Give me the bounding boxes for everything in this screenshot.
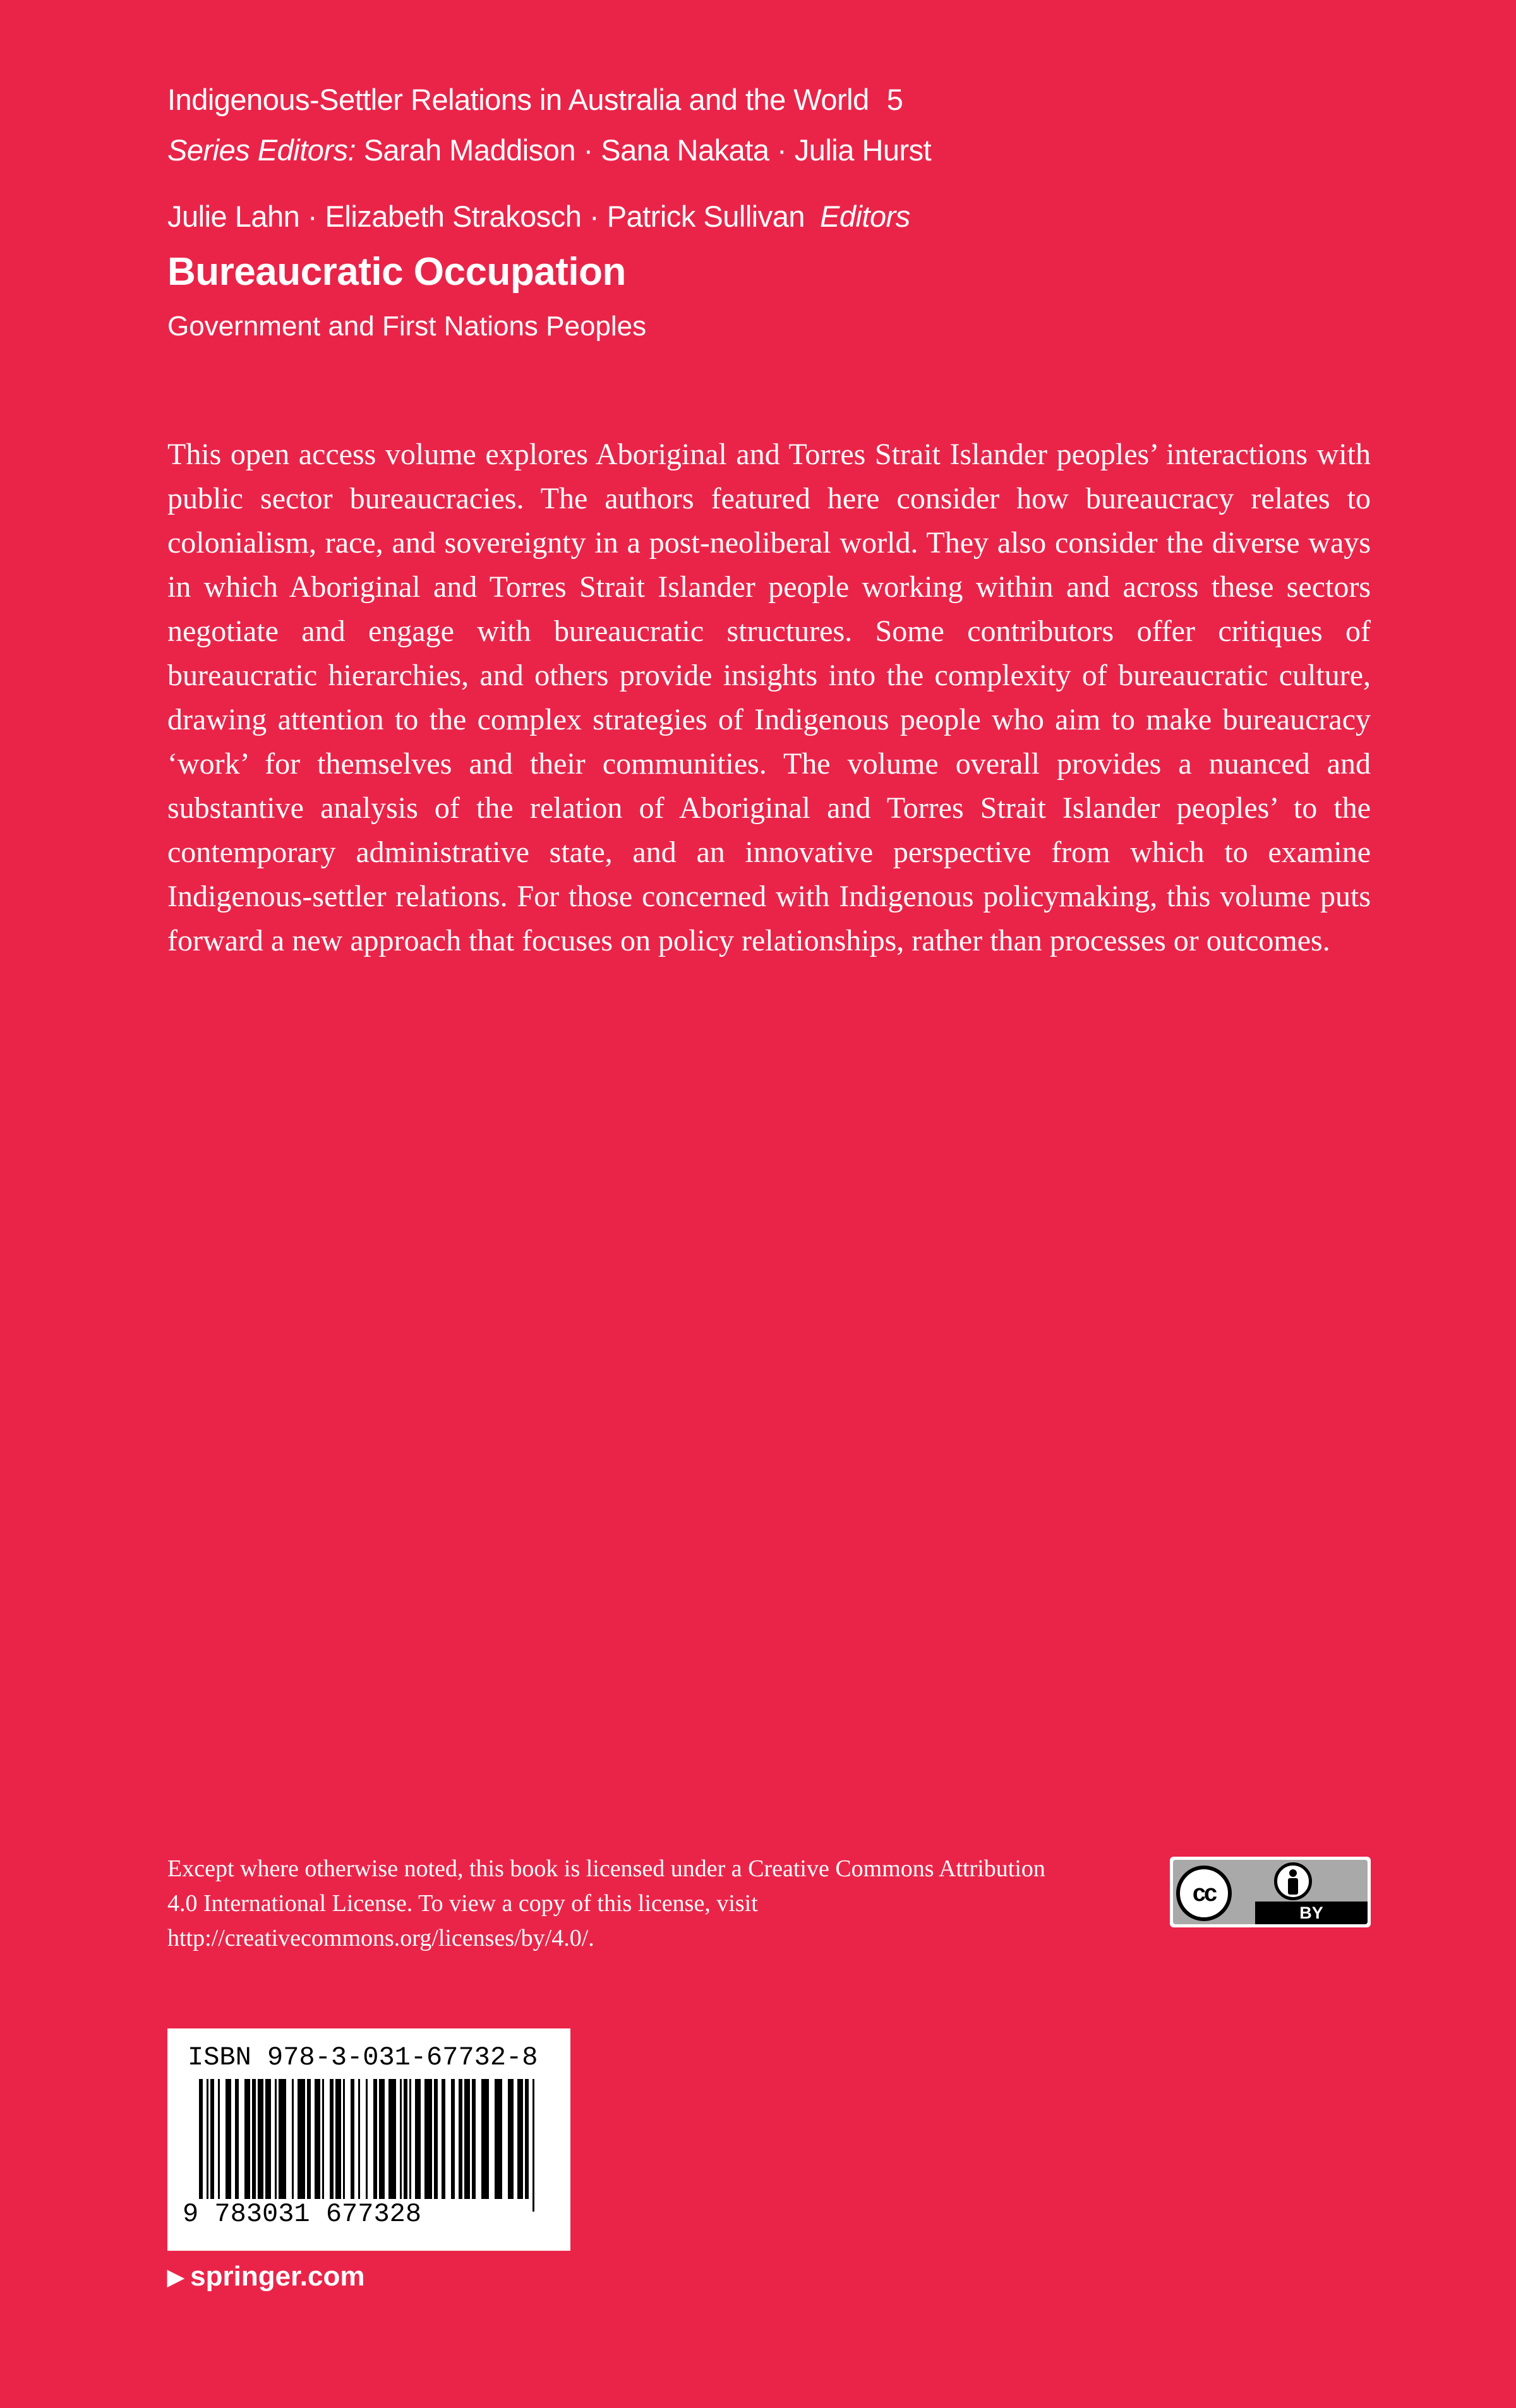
book-editors-label: Editors [819, 200, 910, 233]
barcode-bar [434, 2079, 438, 2199]
barcode-bars [199, 2079, 540, 2212]
barcode-bar [424, 2079, 432, 2199]
series-editors-label: Series Editors: [167, 133, 356, 167]
barcode-bar [379, 2079, 385, 2199]
barcode-bar [415, 2079, 421, 2199]
barcode-bar [275, 2079, 277, 2199]
barcode-bar [330, 2079, 334, 2199]
isbn-barcode [167, 2028, 570, 2251]
series-volume: 5 [886, 83, 903, 116]
publisher-url: springer.com [190, 2261, 365, 2292]
cc-logo-icon: cc [1176, 1866, 1232, 1921]
barcode-bar [351, 2079, 354, 2199]
barcode-bar [472, 2079, 476, 2199]
barcode-bar [373, 2079, 377, 2199]
barcode-bar [265, 2079, 271, 2199]
barcode-bar [532, 2079, 534, 2212]
barcode-bar [451, 2079, 455, 2199]
series-name: Indigenous-Settler Relations in Australia and the World [167, 83, 869, 116]
barcode-bar [409, 2079, 411, 2199]
barcode-bar [404, 2079, 407, 2199]
barcode-bar [400, 2079, 402, 2199]
series-title [167, 82, 903, 117]
isbn-number: ISBN 978-3-031-67732-8 [188, 2042, 538, 2073]
barcode-bar [252, 2079, 256, 2199]
barcode-bar [244, 2079, 250, 2199]
barcode-bar [481, 2079, 489, 2199]
barcode-bar [508, 2079, 514, 2199]
barcode-bar [292, 2079, 294, 2199]
barcode-bar [335, 2079, 341, 2199]
barcode-bar [218, 2079, 220, 2199]
creative-commons-by-icon[interactable] [1170, 1857, 1371, 1927]
barcode-bar [322, 2079, 324, 2199]
barcode-bar [366, 2079, 368, 2212]
barcode-bar [235, 2079, 239, 2199]
barcode-bar [459, 2079, 462, 2199]
barcode-bar [315, 2079, 320, 2199]
book-editors [167, 199, 910, 234]
barcode-bar [495, 2079, 502, 2199]
barcode-bar [358, 2079, 360, 2199]
barcode-bar [307, 2079, 311, 2199]
book-title: Bureaucratic Occupation [167, 250, 626, 294]
publisher-link[interactable] [167, 2261, 364, 2292]
barcode-bar [207, 2079, 208, 2199]
cc-badge-body [1173, 1860, 1368, 1924]
series-editors-names: Sarah Maddison · Sana Nakata · Julia Hurst [363, 133, 932, 167]
barcode-bar [226, 2079, 231, 2199]
barcode-bar [279, 2079, 286, 2199]
attribution-person-icon [1274, 1862, 1312, 1900]
book-blurb: This open access volume explores Aboriginal and Torres Strait Islander peoples’ interactions with public sector bureaucracies. The authors featured here consider how bureaucracy relates to colonialism, race, and sovereignty in a post-neoliberal world. They also consider the diverse ways in which Aboriginal and Torres Strait Islander people working within and across these sectors negotiate and engage with bureaucratic structures. Some contributors offer critiques of bureaucratic hierarchies, and others provide insights into the complexity of bureaucratic culture, drawing attention to the complex strategies of Indigenous people who aim to make bureaucracy ‘work’ for themselves and their communities. The volume overall provides a nuanced and substantive analysis of the relation of Aboriginal and Torres Strait Islander peoples’ to the contemporary administrative state, and an innovative perspective from which to examine Indigenous-settler relations. For those concerned with Indigenous policymaking, this volume puts forward a new approach that focuses on policy relationships, rather than processes or outcomes. [167, 438, 1371, 957]
barcode-bar [258, 2079, 263, 2199]
barcode-bar [388, 2079, 396, 2199]
triangle-right-icon: ▶ [167, 2265, 184, 2289]
barcode-bar [343, 2079, 345, 2199]
book-editors-names: Julie Lahn · Elizabeth Strakosch · Patrick Sullivan [167, 200, 805, 233]
series-editors [167, 133, 931, 167]
barcode-bar [464, 2079, 470, 2199]
barcode-digits: 9 783031 677328 [183, 2199, 422, 2229]
barcode-bar [298, 2079, 305, 2199]
barcode-bar [517, 2079, 523, 2199]
book-subtitle: Government and First Nations Peoples [167, 311, 647, 342]
cc-badge-by: BY [1299, 1903, 1323, 1922]
barcode-bar [210, 2079, 214, 2199]
barcode-bar [199, 2079, 203, 2212]
barcode-bar [442, 2079, 445, 2199]
license-notice: Except where otherwise noted, this book is licensed under a Creative Commons Attribution 4.0 International License. To view a copy of this license, visit http://creativecommons.org/licenses/by/4.0/. [167, 1855, 1045, 1951]
barcode-bar [525, 2079, 529, 2199]
